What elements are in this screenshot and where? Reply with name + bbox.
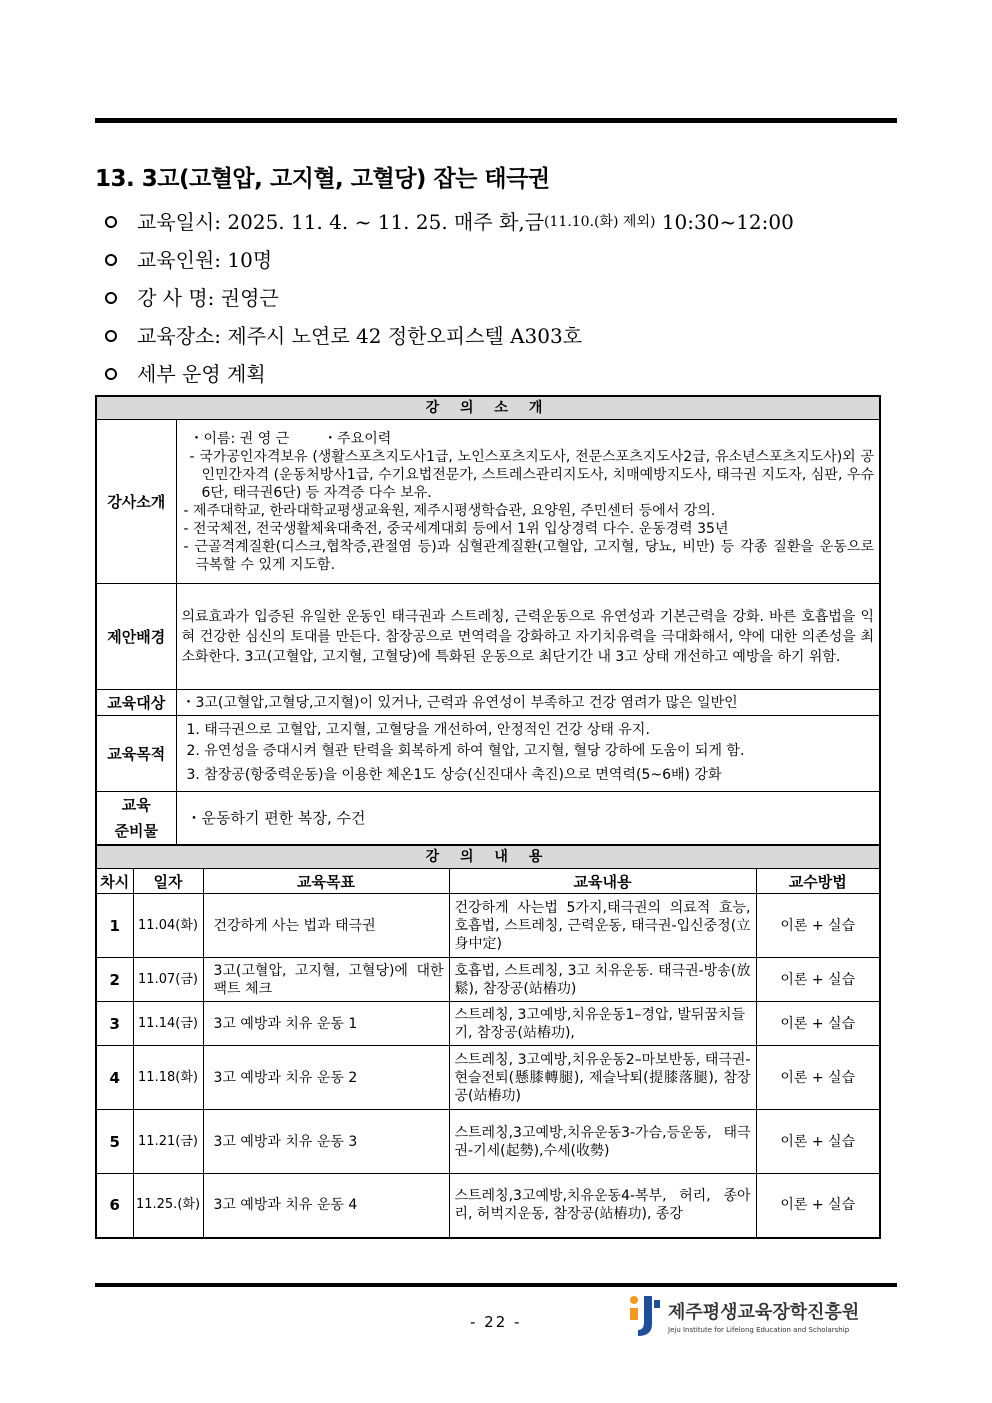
- summary-value: 10명: [227, 248, 273, 272]
- institute-logo: [626, 1294, 859, 1338]
- session-method: 이론 + 실습: [756, 1174, 880, 1238]
- session-number: 6: [96, 1174, 133, 1238]
- session-number: 4: [96, 1046, 133, 1110]
- logo-kr: 제주평생교육장학진흥원: [668, 1302, 860, 1323]
- session-method: 이론 + 실습: [756, 1002, 880, 1046]
- circle-bullet-icon: [105, 292, 117, 304]
- circle-bullet-icon: [105, 330, 117, 342]
- page-number: - 22 -: [470, 1313, 522, 1331]
- summary-note: (11.10.(화) 제외): [544, 214, 656, 230]
- section-title: 13. 3고(고혈압, 고지혈, 고혈당) 잡는 태극권: [95, 166, 550, 192]
- instructor-career-label: ・주요이력: [323, 430, 392, 447]
- instructor-line: - 제주대학교, 한라대학교평생교육원, 제주시평생학습관, 요양원, 주민센터 등에서 강의.: [183, 502, 716, 519]
- top-rule: [95, 118, 897, 123]
- summary-time: 10:30~12:00: [661, 210, 794, 234]
- session-date: 11.04(화): [133, 894, 203, 958]
- summary-item-instructor: [105, 279, 794, 317]
- summary-value: 2025. 11. 4. ~ 11. 25. 매주 화,금: [227, 210, 545, 234]
- background-label: 제안배경: [96, 584, 176, 690]
- supplies-label-line: 교육: [121, 796, 151, 814]
- goal-line: 1. 태극권으로 고혈압, 고지혈, 고혈당을 개선하여, 안정적인 건강 상태 유지.: [186, 721, 650, 738]
- table-row: [96, 1110, 880, 1174]
- table-row: [96, 958, 880, 1002]
- col-header: 차시: [96, 869, 133, 894]
- session-date: 11.18(화): [133, 1046, 203, 1110]
- bottom-rule: [95, 1283, 897, 1287]
- session-method: 이론 + 실습: [756, 1046, 880, 1110]
- summary-item-count: [105, 241, 794, 279]
- background-text: 의료효과가 입증된 유일한 운동인 태극권과 스트레칭, 근력운동으로 유연성과 기본근력을 강화. 바른 호흡법을 익혀 건강한 심신의 토대를 만든다. 참장공으로 면역력을 강화하고 자기치유력을 극대화해서, 약에 대한 의존성을 최소화한다. 3고(고혈압, 고지혈, 고혈당)에 특화된 운동으로 최단기간 내 3고 상태 개선하고 예방을 하기 위함.: [176, 584, 880, 690]
- summary-label: 교육인원:: [137, 248, 222, 272]
- goal-cell: [176, 716, 880, 792]
- circle-bullet-icon: [105, 368, 117, 380]
- summary-item-plan: [105, 355, 794, 393]
- session-content: 스트레칭, 3고예방,치유운동1–경압, 발뒤꿈치들기, 참장공(站樁功),: [449, 1002, 756, 1046]
- session-number: 5: [96, 1110, 133, 1174]
- session-content: 스트레칭,3고예방,치유운동3-가슴,등운동, 태극권-기세(起勢),수세(收勢): [449, 1110, 756, 1174]
- session-method: 이론 + 실습: [756, 1110, 880, 1174]
- intro-header: 강 의 소 개: [96, 396, 880, 420]
- plan-header: 강 의 내 용: [96, 846, 880, 869]
- session-goal: 3고 예방과 치유 운동 1: [203, 1002, 449, 1046]
- session-content: 건강하게 사는법 5가지,태극권의 의료적 효능, 호흡법, 스트레칭, 근력운동, 태극권-입신중정(立身中定): [449, 894, 756, 958]
- instructor-line: - 전국체전, 전국생활체육대축전, 중국세계대회 등에서 1위 입상경력 다수. 운동경력 35년: [183, 520, 729, 537]
- col-header: 교육목표: [203, 869, 449, 894]
- session-goal: 3고(고혈압, 고지혈, 고혈당)에 대한 팩트 체크: [203, 958, 449, 1002]
- supplies-text: ・운동하기 편한 복장, 수건: [176, 792, 880, 846]
- target-text: ・3고(고혈압,고혈당,고지혈)이 있거나, 근력과 유연성이 부족하고 건강 염려가 많은 일반인: [176, 690, 880, 716]
- summary-label: 세부 운영 계획: [137, 362, 266, 386]
- institute-logo-icon: [626, 1294, 662, 1338]
- session-date: 11.21(금): [133, 1110, 203, 1174]
- col-header: 교육내용: [449, 869, 756, 894]
- target-label: 교육대상: [96, 690, 176, 716]
- instructor-name-row: [182, 430, 875, 448]
- session-goal: 3고 예방과 치유 운동 2: [203, 1046, 449, 1110]
- summary-label: 교육장소:: [137, 324, 222, 348]
- table-row: [96, 1174, 880, 1238]
- session-goal: 건강하게 사는 법과 태극권: [203, 894, 449, 958]
- session-goal: 3고 예방과 치유 운동 4: [203, 1174, 449, 1238]
- session-content: 스트레칭,3고예방,치유운동4-복부, 허리, 종아리, 허벅지운동, 참장공(站樁功), 종강: [449, 1174, 756, 1238]
- logo-text: [668, 1298, 859, 1334]
- supplies-label-line: 준비물: [114, 822, 158, 840]
- session-method: 이론 + 실습: [756, 958, 880, 1002]
- session-content: 스트레칭, 3고예방,치유운동2–마보반동, 태극권-현슬전퇴(懸膝轉腿), 제슬낙퇴(提膝落腿), 참장공(站樁功): [449, 1046, 756, 1110]
- intro-table: [95, 395, 881, 846]
- summary-item-place: [105, 317, 794, 355]
- goal-line: 2. 유연성을 증대시켜 혈관 탄력을 회복하게 하여 혈압, 고지혈, 혈당 강하에 도움이 되게 함.: [186, 742, 745, 759]
- session-number: 3: [96, 1002, 133, 1046]
- col-header: 교수방법: [756, 869, 880, 894]
- session-content: 호흡법, 스트레칭, 3고 치유운동. 태극권-방송(放鬆), 참장공(站樁功): [449, 958, 756, 1002]
- session-date: 11.07(금): [133, 958, 203, 1002]
- circle-bullet-icon: [105, 254, 117, 266]
- session-date: 11.14(금): [133, 1002, 203, 1046]
- summary-list: [105, 203, 794, 393]
- summary-value: 권영근: [220, 286, 279, 310]
- logo-en: Jeju Institute for Lifelong Education and Scholarship: [668, 1326, 850, 1334]
- summary-label: 강 사 명:: [137, 286, 215, 310]
- instructor-label: 강사소개: [96, 420, 176, 584]
- instructor-cell: [176, 420, 880, 584]
- instructor-name: ・이름: 권 영 근: [189, 430, 290, 447]
- summary-value: 제주시 노연로 42 정한오피스텔 A303호: [227, 324, 583, 348]
- goal-label: 교육목적: [96, 716, 176, 792]
- col-header: 일자: [133, 869, 203, 894]
- summary-label: 교육일시:: [137, 210, 222, 234]
- instructor-line: - 국가공인자격보유 (생활스포츠지도사1급, 노인스포츠지도사, 전문스포츠지도사2급, 유소년스포츠지도사)외 공인민간자격 (운동처방사1급, 수기요법전문가, 스트레스관리지도사, 치매예방지도사, 태극권 지도자, 심판, 우슈6단, 태극권6단) 등 자격증 다수 보유.: [189, 448, 874, 501]
- table-row: [96, 1046, 880, 1110]
- table-row: [96, 1002, 880, 1046]
- summary-item-date: [105, 203, 794, 241]
- session-number: 2: [96, 958, 133, 1002]
- supplies-label: [96, 792, 176, 846]
- plan-table: [95, 845, 881, 1239]
- instructor-line: - 근골격계질환(디스크,협착증,관절염 등)과 심혈관계질환(고혈압, 고지혈, 당뇨, 비만) 등 각종 질환을 운동으로 극복할 수 있게 지도함.: [183, 538, 874, 573]
- session-number: 1: [96, 894, 133, 958]
- session-goal: 3고 예방과 치유 운동 3: [203, 1110, 449, 1174]
- session-date: 11.25.(화): [133, 1174, 203, 1238]
- session-method: 이론 + 실습: [756, 894, 880, 958]
- goal-line: 3. 참장공(항중력운동)을 이용한 체온1도 상승(신진대사 촉진)으로 면역력(5~6배) 강화: [186, 766, 722, 783]
- table-row: [96, 894, 880, 958]
- circle-bullet-icon: [105, 216, 117, 228]
